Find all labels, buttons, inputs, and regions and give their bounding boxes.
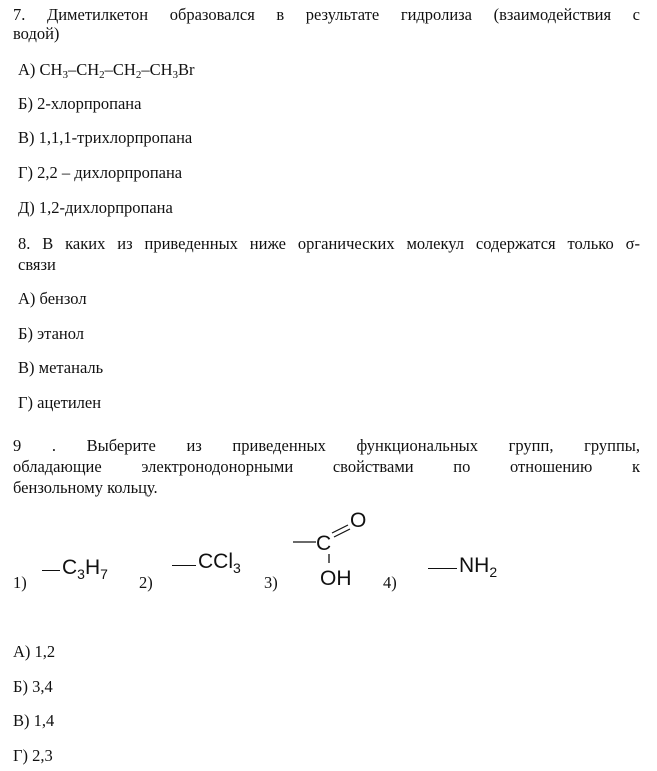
q9-answer-a: А) 1,2 [13,642,56,661]
formula-subscript: 2 [99,69,105,81]
q8-text-line-2: связи [18,255,56,274]
q9-answer-b: Б) 3,4 [13,677,53,696]
group-1-formula: $C_3H_7$ [62,556,108,582]
carboxyl-carbon: C [316,532,332,555]
formula-subscript: 2 [135,69,142,81]
q8-option-c: В) метаналь [18,358,104,377]
formula-text: Br [177,60,195,79]
group-2-formula: CCl$_3$ [198,550,241,576]
q7-option-a [18,60,194,85]
formula-text: –CH [104,60,136,79]
q7-option-d: Г) 2,2 – дихлорпропана [18,163,183,182]
group-2-bond [172,565,196,566]
q7-option-e: Д) 1,2-дихлорпропана [18,198,173,217]
q9-answer-d: Г) 2,3 [13,746,53,765]
q9-text-line-1: 9 . Выберите из приведенных функциональных групп, группы, [13,436,640,455]
q7-text-line-2: водой) [13,24,60,43]
q8-option-a: А) бензол [18,289,87,308]
group-4-formula: $NH_2$ [459,554,498,580]
formula-text: –CH [67,60,100,79]
group-2-number: 2) [139,573,153,592]
carboxyl-oxygen: O [350,509,367,532]
q7-option-b: Б) 2-хлорпропана [18,94,142,113]
q7-option-a-formula [40,60,195,79]
q8-text-line-1: 8. В каких из приведенных ниже органических молекул содержатся только σ- [18,234,640,253]
group-4-number: 4) [383,573,397,592]
q7-option-a-label: А) [18,60,40,79]
q9-text-line-3: бензольному кольцу. [13,478,158,497]
q8-option-d: Г) ацетилен [18,393,102,412]
group-1-bond [42,570,60,571]
group-4-bond [428,568,457,569]
q7-text-line-1: 7. Диметилкетон образовался в результате гидролиза (взаимодействия с [13,5,640,24]
carboxyl-group-structure [290,506,370,591]
formula-text: CH [39,60,63,79]
q8-option-b: Б) этанол [18,324,85,343]
formula-text: –CH [141,60,173,79]
q9-text-line-2: обладающие электронодонорными свойствами по отношению к [13,457,640,476]
formula-subscript: 3 [172,69,178,81]
group-1-number: 1) [13,573,27,592]
q7-option-c: В) 1,1,1-трихлорпропана [18,128,193,147]
q9-answer-c: В) 1,4 [13,711,55,730]
carboxyl-hydroxyl: OH [320,567,352,590]
group-3-number: 3) [264,573,278,592]
formula-subscript: 3 [62,69,68,81]
